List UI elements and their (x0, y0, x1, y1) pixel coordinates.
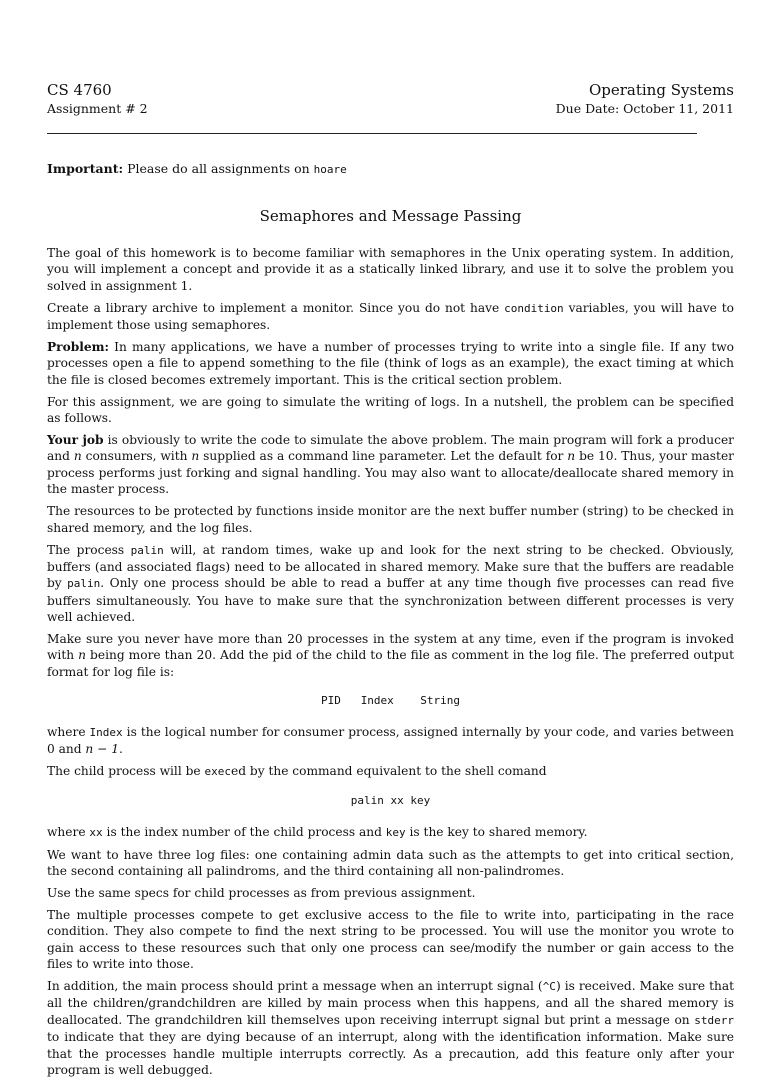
command-text: palin xx key (350, 794, 431, 808)
text-run: The process (47, 542, 131, 557)
text-run: where (47, 724, 90, 739)
document-body (47, 245, 734, 1084)
text-run: where (47, 824, 90, 839)
course-title: Operating Systems (588, 81, 734, 99)
code-exec: exec (204, 764, 231, 778)
text-run: is the logical number for consumer process, assigned internally by your code, and varies between 0 and (47, 724, 734, 757)
assignment-number: Assignment # 2 (47, 101, 148, 116)
code-stderr: stderr (694, 1013, 734, 1027)
text-run: will, at random times, wake up and look for the next string to be checked. Obviously, buffers (and associated flags) need to be allocated in shared memory. Make sure that the buffers are readable by (47, 542, 734, 591)
paragraph-race: The multiple processes compete to get exclusive access to the file to write into, participating in the race condition. They also compete to find the next string to be processed. You will use the monitor you wrote to gain access to these resources such that only one process can see/modify the number or gain access to the files to write into those. (47, 907, 734, 972)
code-index: Index (89, 725, 123, 739)
text-run: is the index number of the child process and (102, 824, 386, 839)
code-palin: palin (67, 577, 101, 591)
paragraph-palin (47, 542, 734, 626)
important-note (47, 161, 347, 176)
text-run: ) is received. Make sure that all the children/grandchildren are killed by main process when this happens, and all the shared memory is deallocated. The grandchildren kill themselves upon receiving interrupt signal but print a message on (47, 979, 734, 1027)
text-run: In many applications, we have a number of processes trying to write into a single file. If any two processes open a file to append something to the file (think of logs as an example), the exact timing at which the file is closed becomes extremely important. This is the critical section problem. (47, 340, 734, 387)
header-sub-row (47, 101, 734, 116)
due-date: Due Date: October 11, 2011 (555, 101, 734, 116)
text-run: to indicate that they are dying because of an interrupt, along with the identification information. Make sure that the processes handle multiple interrupts correctly. As a precaution, add this feature only after your program is well debugged. (47, 1030, 734, 1078)
important-text: Please do all assignments on (123, 161, 314, 176)
text-run: being more than 20. Add the pid of the child to the file as comment in the log file. The preferred output format for log file is: (47, 648, 735, 679)
problem-label: Problem: (47, 340, 110, 355)
paragraph-interrupt (47, 978, 734, 1078)
code-xx: xx (89, 825, 103, 839)
text-run: variables, you will have to implement those using semaphores. (47, 300, 734, 333)
code-condition: condition (504, 301, 564, 315)
math-n-minus-1: n − 1 (85, 742, 119, 757)
text-run: consumers, with (81, 449, 192, 464)
your-job-label: Your job (47, 433, 104, 448)
paragraph-goal: The goal of this homework is to become familiar with semaphores in the Unix operating system. In addition, you will implement a concept and provide it as a statically linked library, and use it to solve the problem you solved in assignment 1. (47, 246, 734, 293)
text-run: Make sure you never have more than 20 processes in the system at any time, even if the program is invoked with (47, 632, 734, 663)
text-run: The child process will be (47, 763, 205, 778)
text-run: ed by the command equivalent to the shell comand (231, 763, 547, 778)
course-code: CS 4760 (47, 81, 112, 99)
text-run: In addition, the main process should print a message when an interrupt signal ( (47, 979, 543, 994)
paragraph-simulate: For this assignment, we are going to simulate the writing of logs. In a nutshell, the problem can be specified as follows. (47, 394, 734, 426)
code-ctrl-c: ^C (542, 980, 556, 994)
log-format-line (47, 692, 734, 709)
document-title: Semaphores and Message Passing (259, 207, 522, 225)
paragraph-resources: The resources to be protected by functions inside monitor are the next buffer number (string) to be checked in shared memory, and the log files. (47, 504, 734, 535)
text-run: . (119, 742, 123, 757)
important-label: Important: (47, 161, 124, 176)
math-n: n (78, 648, 86, 663)
paragraph-library (47, 300, 734, 334)
math-n: n (567, 449, 576, 464)
text-run: Create a library archive to implement a monitor. Since you do not have (47, 300, 505, 315)
paragraph-problem (47, 339, 734, 388)
paragraph-exec (47, 763, 734, 780)
text-run: be 10. Thus, your master process performs just forking and signal handling. You may also want to allocate/deallocate shared memory in the master process. (47, 449, 734, 497)
math-n: n (191, 449, 200, 464)
code-palin: palin (130, 543, 164, 557)
text-run: is obviously to write the code to simulate the above problem. The main program will fork a producer and (47, 433, 734, 464)
math-n: n (73, 449, 82, 464)
text-run: is the key to shared memory. (405, 824, 588, 839)
command-line (47, 792, 734, 809)
paragraph-your-job (47, 432, 734, 498)
paragraph-process-limit (47, 631, 734, 680)
paragraph-log-files: We want to have three log files: one containing admin data such as the attempts to get into critical section, the second containing all palindroms, and the third containing all non-palindromes. (47, 847, 734, 879)
header-divider (47, 133, 697, 134)
paragraph-args (47, 824, 734, 841)
paragraph-index (47, 724, 734, 758)
header-top-row (47, 81, 734, 99)
paragraph-specs: Use the same specs for child processes as from previous assignment. (47, 886, 476, 900)
log-format-text: PID Index String (320, 694, 461, 708)
important-machine: hoare (313, 163, 347, 176)
text-run: supplied as a command line parameter. Let the default for (199, 449, 568, 464)
text-run: . Only one process should be able to read a buffer at any time though five processes can read five buffers simultaneously. You have to make sure that the synchronization between different processes is very well achieved. (47, 576, 735, 625)
code-key: key (385, 825, 406, 839)
